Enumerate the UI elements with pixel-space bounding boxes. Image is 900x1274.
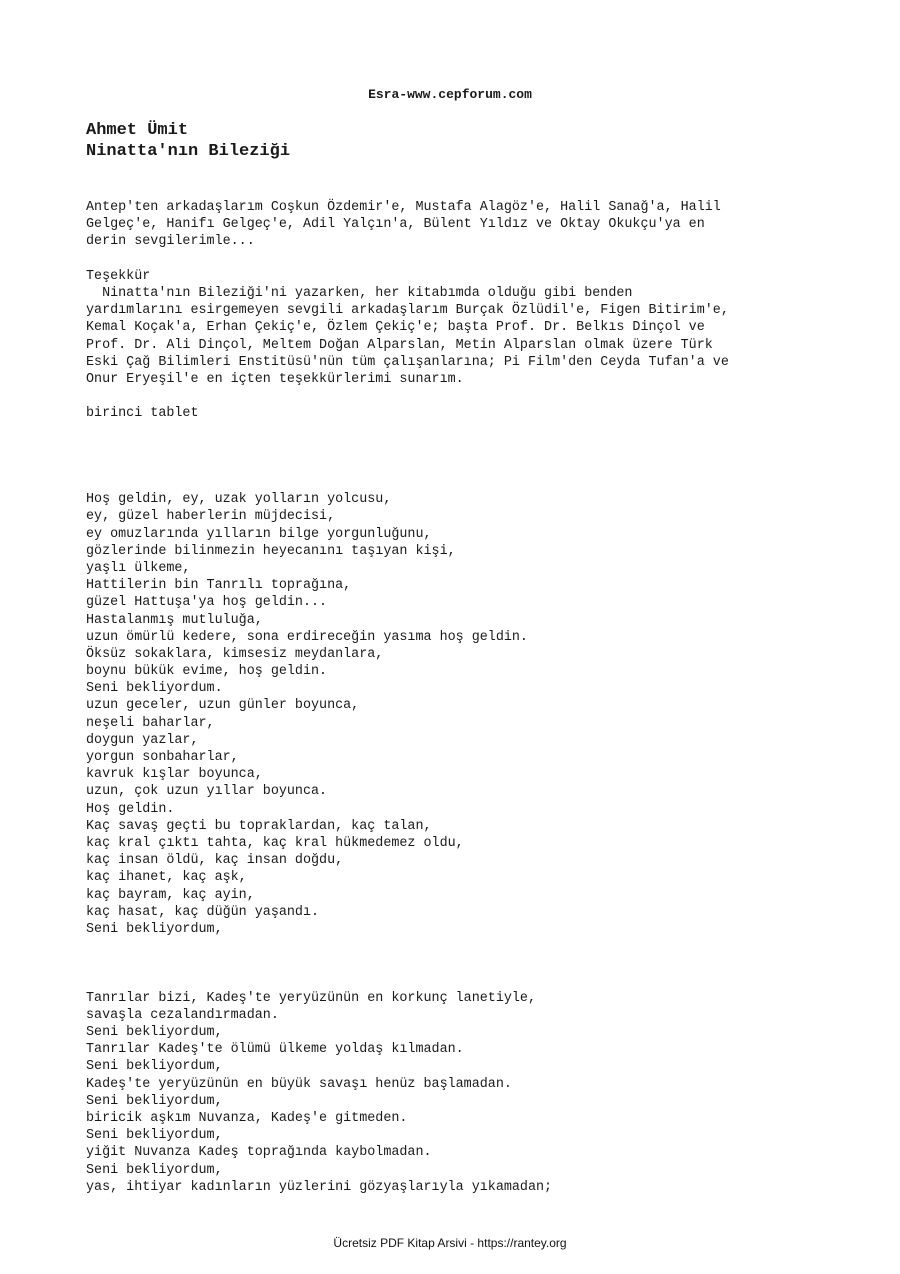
- text-line: birinci tablet: [86, 406, 199, 422]
- text-line: Seni bekliyordum,: [86, 1093, 223, 1109]
- text-line: [86, 422, 826, 439]
- text-line: Hattilerin bin Tanrılı toprağına,: [86, 578, 352, 594]
- text-line: yardımlarını esirgemeyen sevgili arkadaşlarım Burçak Özlüdil'e, Figen Bitirim'e,: [86, 303, 729, 319]
- text-line: [86, 388, 826, 405]
- text-line: Prof. Dr. Ali Dinçol, Meltem Doğan Alparslan, Metin Alparslan olmak üzere Türk: [86, 337, 713, 353]
- text-line: derin sevgilerimle...: [86, 234, 255, 250]
- text-line: [86, 457, 826, 474]
- text-line: Seni bekliyordum,: [86, 1059, 223, 1075]
- text-line: neşeli baharlar,: [86, 715, 215, 731]
- text-line: Seni bekliyordum,: [86, 1025, 223, 1040]
- text-line: Kemal Koçak'a, Erhan Çekiç'e, Özlem Çekiç'e; başta Prof. Dr. Belkıs Dinçol ve: [86, 320, 705, 336]
- text-line: kaç ihanet, kaç aşk,: [86, 870, 247, 886]
- text-line: Tanrılar Kadeş'te ölümü ülkeme yoldaş kılmadan.: [86, 1042, 464, 1058]
- text-line: uzun ömürlü kedere, sona erdireceğin yasıma hoş geldin.: [86, 629, 528, 645]
- text-line: gözlerinde bilinmezin heyecanını taşıyan kişi,: [86, 543, 456, 559]
- text-line: kaç hasat, kaç düğün yaşandı.: [86, 904, 320, 920]
- text-line: yorgun sonbaharlar,: [86, 750, 239, 765]
- footer-text: Ücretsiz PDF Kitap Arsivi - https://rantey.org: [333, 1236, 567, 1250]
- text-line: doygun yazlar,: [86, 732, 199, 748]
- title-block: [86, 120, 290, 162]
- body-text: [86, 199, 826, 1196]
- text-line: Seni bekliyordum,: [86, 1128, 223, 1144]
- text-line: [86, 938, 826, 955]
- text-line: ey, güzel haberlerin müjdecisi,: [86, 509, 336, 525]
- text-line: biricik aşkım Nuvanza, Kadeş'e gitmeden.: [86, 1110, 408, 1126]
- text-line: uzun geceler, uzun günler boyunca,: [86, 698, 360, 714]
- text-line: yiğit Nuvanza Kadeş toprağında kaybolmadan.: [86, 1145, 432, 1161]
- text-line: yas, ihtiyar kadınların yüzlerini gözyaşlarıyla yıkamadan;: [86, 1179, 553, 1195]
- text-line: Gelgeç'e, Hanifı Gelgeç'e, Adil Yalçın'a, Bülent Yıldız ve Oktay Okukçu'ya en: [86, 217, 705, 233]
- text-line: [86, 972, 826, 989]
- text-line: boynu bükük evime, hoş geldin.: [86, 664, 328, 680]
- text-line: kaç insan öldü, kaç insan doğdu,: [86, 853, 344, 869]
- text-line: kaç bayram, kaç ayin,: [86, 887, 255, 903]
- text-line: Tanrılar bizi, Kadeş'te yeryüzünün en korkunç lanetiyle,: [86, 990, 536, 1006]
- source-line: Esra-www.cepforum.com: [368, 87, 532, 102]
- text-line: uzun, çok uzun yıllar boyunca.: [86, 784, 328, 800]
- text-line: [86, 440, 826, 457]
- text-line: Ninatta'nın Bileziği'ni yazarken, her kitabımda olduğu gibi benden: [86, 285, 633, 301]
- text-line: Antep'ten arkadaşlarım Coşkun Özdemir'e, Mustafa Alagöz'e, Halil Sanağ'a, Halil: [86, 200, 721, 215]
- text-line: Seni bekliyordum,: [86, 1162, 223, 1178]
- text-line: [86, 955, 826, 972]
- text-line: kaç kral çıktı tahta, kaç kral hükmedemez oldu,: [86, 835, 464, 851]
- author-name: Ahmet Ümit: [86, 121, 189, 140]
- text-line: kavruk kışlar boyunca,: [86, 767, 263, 783]
- text-line: Hastalanmış mutluluğa,: [86, 612, 263, 628]
- text-line: Seni bekliyordum,: [86, 921, 223, 937]
- text-line: Hoş geldin.: [86, 801, 175, 817]
- text-line: güzel Hattuşa'ya hoş geldin...: [86, 595, 328, 611]
- text-line: Hoş geldin, ey, uzak yolların yolcusu,: [86, 492, 392, 508]
- page-footer: [0, 1236, 900, 1251]
- text-line: Öksüz sokaklara, kimsesiz meydanlara,: [86, 646, 384, 662]
- text-line: savaşla cezalandırmadan.: [86, 1007, 279, 1023]
- page-header: [0, 86, 900, 103]
- book-title: Ninatta'nın Bileziği: [86, 142, 291, 161]
- text-line: Onur Eryeşil'e en içten teşekkürlerimi sunarım.: [86, 371, 464, 387]
- text-line: yaşlı ülkeme,: [86, 560, 191, 576]
- text-line: Seni bekliyordum.: [86, 681, 223, 697]
- text-line: Kaç savaş geçti bu topraklardan, kaç talan,: [86, 818, 432, 834]
- text-line: Teşekkür: [86, 268, 151, 284]
- text-line: [86, 474, 826, 491]
- text-line: [86, 251, 826, 268]
- text-line: Eski Çağ Bilimleri Enstitüsü'nün tüm çalışanlarına; Pi Film'den Ceyda Tufan'a ve: [86, 354, 729, 370]
- text-line: ey omuzlarında yılların bilge yorgunluğunu,: [86, 526, 432, 542]
- text-line: Kadeş'te yeryüzünün en büyük savaşı henüz başlamadan.: [86, 1076, 512, 1092]
